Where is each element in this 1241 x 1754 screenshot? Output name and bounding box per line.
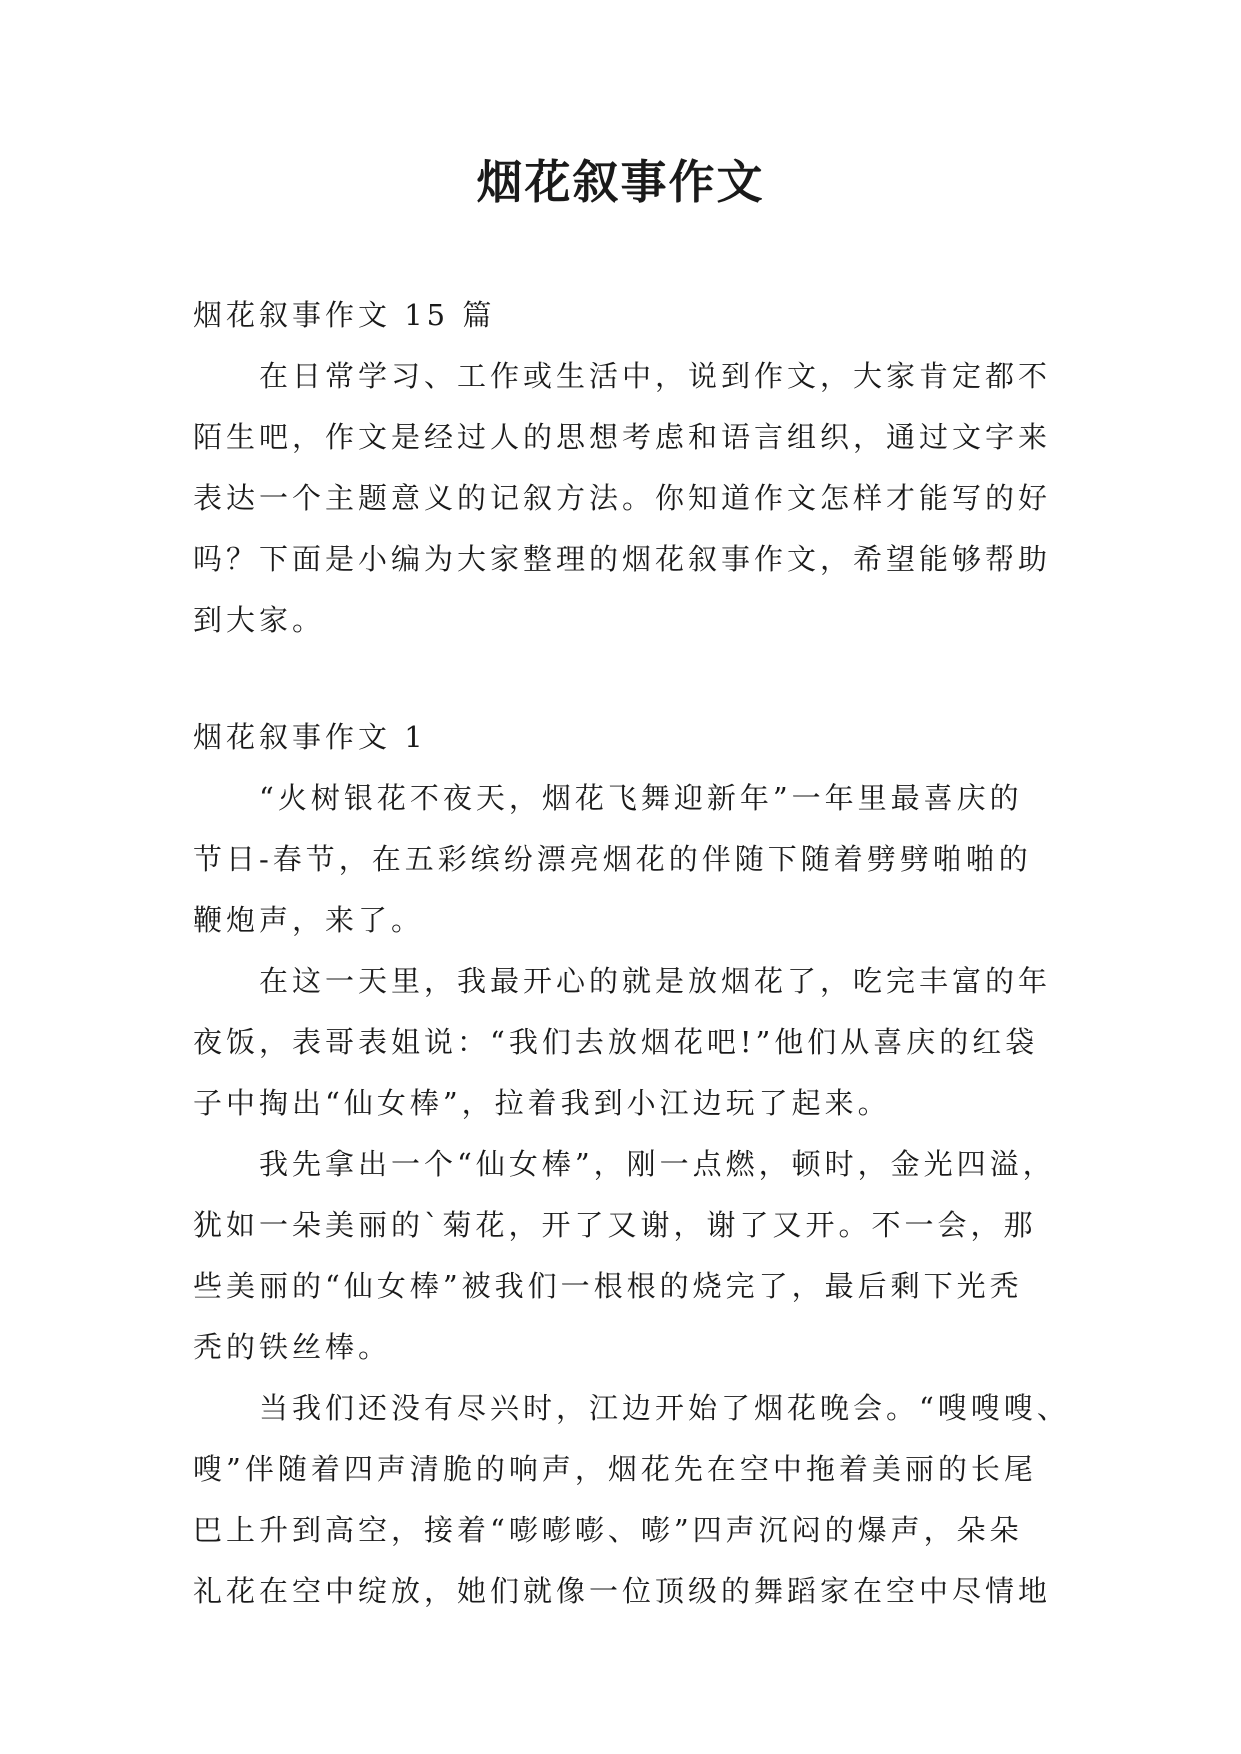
essay-heading: 烟花叙事作文 1 (193, 720, 427, 754)
intro-line: 在日常学习、工作或生活中，说到作文，大家肯定都不 (259, 359, 1052, 393)
essay-line: 犹如一朵美丽的`菊花，开了又谢，谢了又开。不一会，那 (193, 1208, 1037, 1242)
intro-line: 到大家。 (193, 603, 326, 637)
intro-line: 陌生吧，作文是经过人的思想考虑和语言组织，通过文字来 (193, 420, 1052, 454)
essay-line: “火树银花不夜天，烟花飞舞迎新年”一年里最喜庆的 (259, 781, 1023, 815)
document-body (193, 285, 1070, 1622)
essay-line: 礼花在空中绽放，她们就像一位顶级的舞蹈家在空中尽情地 (193, 1574, 1052, 1608)
essay-line: 鞭炮声，来了。 (193, 903, 425, 937)
essay-line: 嗖”伴随着四声清脆的响声，烟花先在空中拖着美丽的长尾 (193, 1452, 1037, 1486)
essay-line: 在这一天里，我最开心的就是放烟花了，吃完丰富的年 (259, 964, 1052, 998)
intro-line: 吗？下面是小编为大家整理的烟花叙事作文，希望能够帮助 (193, 542, 1052, 576)
document-title: 烟花叙事作文 (476, 155, 765, 209)
intro-heading: 烟花叙事作文 15 篇 (193, 298, 496, 332)
essay-line: 巴上升到高空，接着“嘭嘭嘭、嘭”四声沉闷的爆声，朵朵 (193, 1513, 1023, 1547)
essay-line: 节日-春节，在五彩缤纷漂亮烟花的伴随下随着劈劈啪啪的 (193, 842, 1032, 876)
essay-line: 夜饭，表哥表姐说：“我们去放烟花吧!”他们从喜庆的红袋 (193, 1025, 1039, 1059)
essay-line: 当我们还没有尽兴时，江边开始了烟花晚会。“嗖嗖嗖、 (259, 1391, 1070, 1425)
essay-line: 子中掏出“仙女棒”，拉着我到小江边玩了起来。 (193, 1086, 891, 1120)
essay-line: 秃的铁丝棒。 (193, 1330, 392, 1364)
essay-line: 我先拿出一个“仙女棒”，刚一点燃，顿时，金光四溢， (259, 1147, 1056, 1181)
intro-line: 表达一个主题意义的记叙方法。你知道作文怎样才能写的好 (193, 481, 1052, 515)
essay-line: 些美丽的“仙女棒”被我们一根根的烧完了，最后剩下光秃 (193, 1269, 1023, 1303)
section-gap (193, 651, 1053, 707)
